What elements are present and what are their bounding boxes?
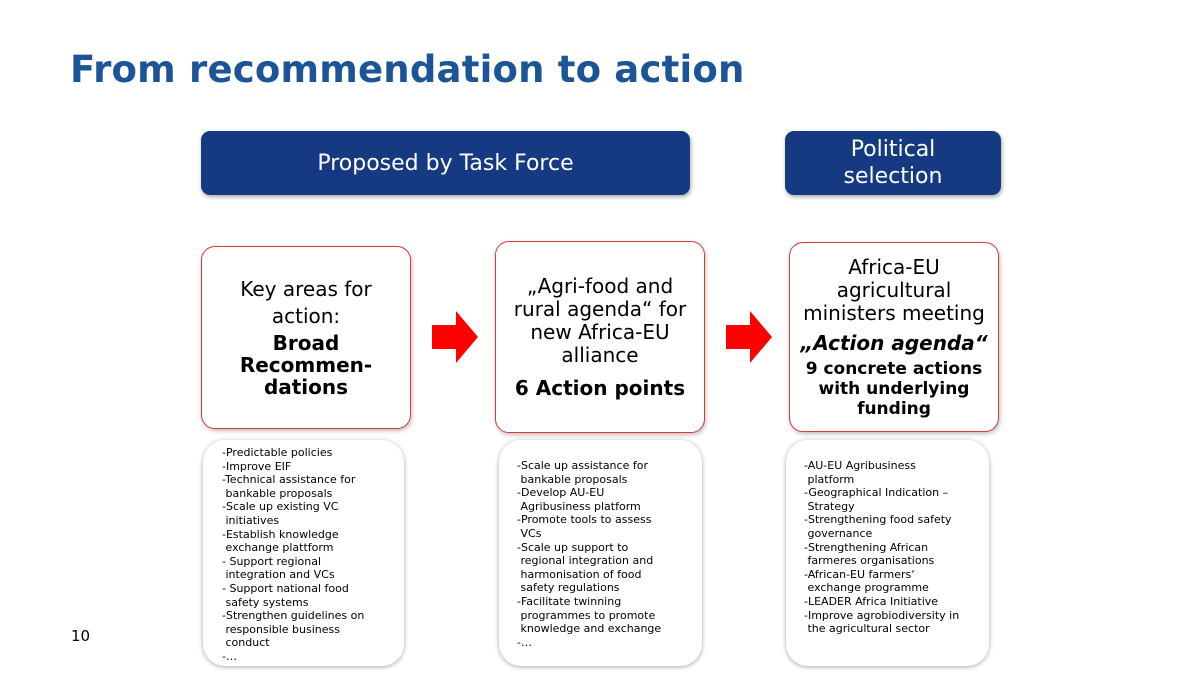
box-key-areas-bold-line: Recommen- [239, 352, 373, 377]
box-agenda-bold-line: 6 Action points [514, 376, 686, 400]
list-item: -Technical assistance for [222, 473, 356, 487]
box-ministers-line: ministers meeting [803, 300, 985, 325]
box-ministers-bold-line: 9 concrete actions [805, 358, 983, 379]
page-number: 10 [71, 627, 91, 645]
box-action-agenda: „Action agenda“ [800, 330, 988, 355]
list-broad-recommendations [203, 440, 404, 666]
list-item: -Establish knowledge [222, 527, 339, 541]
list-item: -Geographical Indication – [804, 486, 949, 500]
list-item: VCs [517, 526, 542, 540]
list-item: conduct [222, 636, 270, 650]
list-item: -Scale up support to [517, 540, 629, 554]
list-item: safety regulations [517, 581, 620, 595]
list-item: initiatives [222, 513, 280, 527]
banner-political-selection [785, 131, 1001, 195]
banner-proposed-by-task-force [201, 131, 690, 195]
box-key-areas-line: Key areas for [240, 276, 372, 301]
right-arrow-icon [432, 311, 478, 363]
banner-selection-line: selection [843, 164, 943, 189]
banner-political-line: Political [850, 137, 936, 162]
list-item: governance [804, 526, 873, 540]
list-item: Strategy [804, 499, 855, 513]
list-item: knowledge and exchange [517, 622, 662, 636]
list-item: bankable proposals [517, 472, 628, 486]
list-item: - Support national food [222, 581, 349, 595]
list-item: -Develop AU-EU [517, 486, 605, 500]
box-agenda-line: new Africa-EU [530, 320, 670, 344]
list-item: -Promote tools to assess [517, 513, 652, 527]
right-arrow-icon [726, 311, 772, 363]
list-concrete-actions [786, 440, 989, 666]
list-item: programmes to promote [517, 608, 656, 622]
list-item: -Strengthening food safety [804, 513, 952, 527]
list-item: -Facilitate twinning [517, 594, 622, 608]
list-item: platform [804, 472, 855, 486]
list-item: exchange programme [804, 581, 929, 595]
list-action-points [499, 440, 702, 666]
box-key-areas [201, 246, 411, 429]
list-item: Agribusiness platform [517, 499, 641, 513]
list-item: integration and VCs [222, 568, 335, 582]
banner-task-force-label: Proposed by Task Force [317, 150, 574, 176]
list-item: -Strengthen guidelines on [222, 609, 365, 623]
list-item: -Improve agrobiodiversity in [804, 608, 960, 622]
box-key-areas-bold-line: dations [263, 374, 349, 399]
list-item: -AU-EU Agribusiness [804, 459, 916, 472]
list-item: safety systems [222, 595, 309, 609]
box-agenda-line: rural agenda“ for [513, 297, 687, 321]
box-agenda-line: alliance [561, 343, 639, 367]
list-item: -… [222, 649, 237, 663]
list-item: -Predictable policies [222, 446, 333, 459]
list-item: -… [517, 635, 532, 649]
list-item: -African-EU farmers‘ [804, 567, 915, 581]
list-item: - Support regional [222, 554, 322, 568]
list-item: -LEADER Africa Initiative [804, 594, 939, 608]
box-key-areas-line: action: [271, 303, 341, 328]
list-item: responsible business [222, 622, 340, 636]
box-ministers-bold-line: funding [857, 398, 931, 419]
list-item: farmeres organisations [804, 554, 935, 568]
list-item: -Improve EIF [222, 459, 292, 473]
slide-title: From recommendation to action [70, 48, 745, 91]
list-item: -Scale up existing VC [222, 500, 339, 514]
box-ministers-meeting [789, 242, 999, 432]
list-item: regional integration and [517, 554, 654, 568]
list-item: harmonisation of food [517, 567, 642, 581]
box-ministers-line: Africa-EU [848, 254, 940, 279]
box-agri-food-agenda [495, 241, 705, 433]
list-item: -Strengthening African [804, 540, 929, 554]
box-key-areas-bold-line: Broad [272, 330, 340, 355]
list-item: -Scale up assistance for [517, 459, 648, 472]
box-agenda-line: „Agri-food and [526, 274, 674, 298]
list-item: exchange plattform [222, 541, 334, 555]
box-ministers-bold-line: with underlying [818, 378, 970, 399]
list-item: the agricultural sector [804, 622, 930, 636]
list-item: bankable proposals [222, 486, 333, 500]
box-ministers-line: agricultural [836, 277, 952, 302]
